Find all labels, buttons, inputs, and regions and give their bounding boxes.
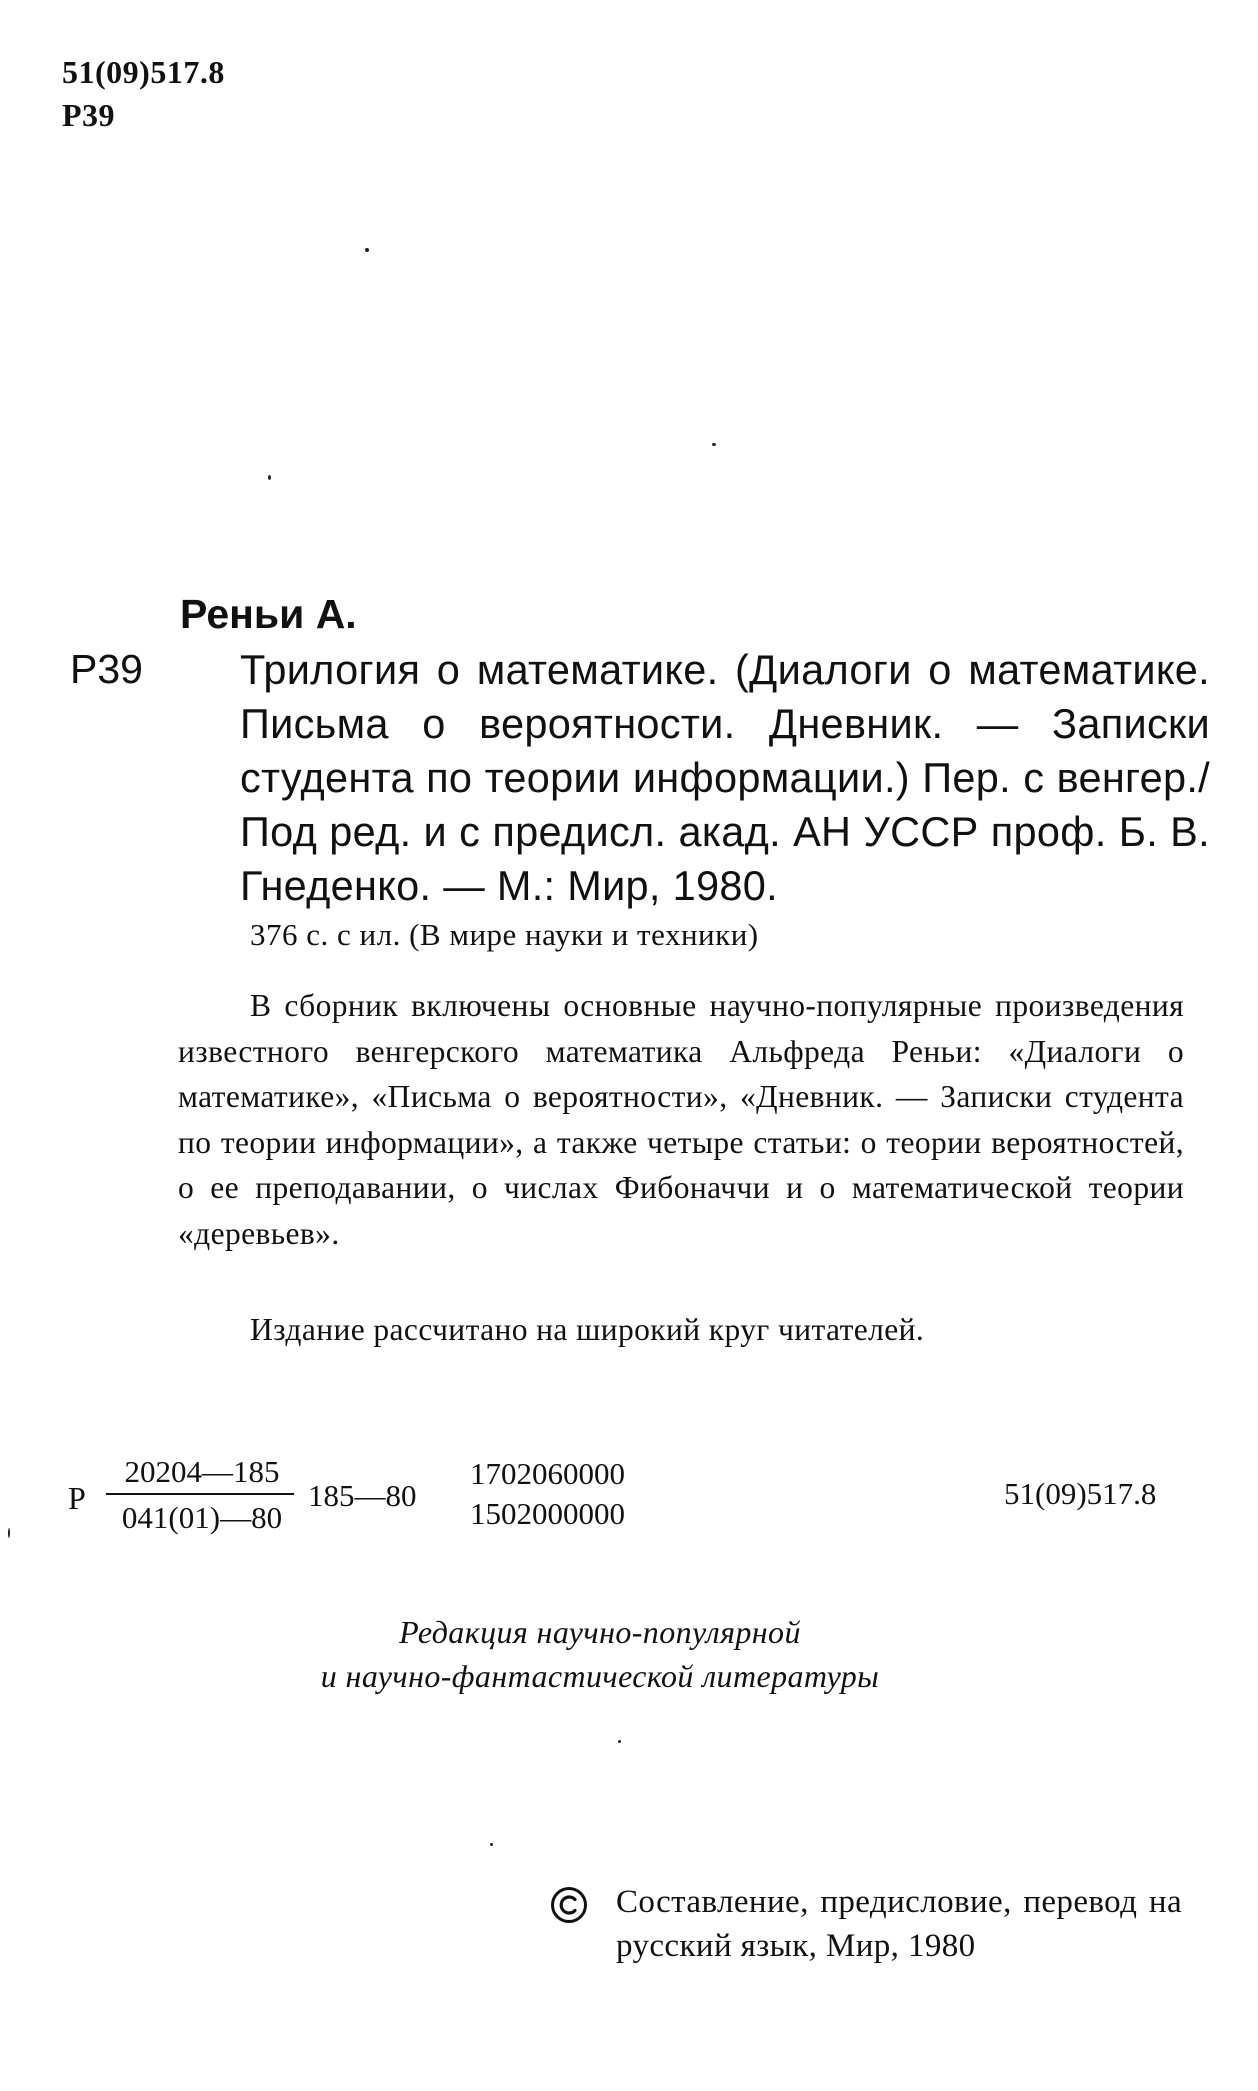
scan-speck <box>618 1740 621 1743</box>
copyright-notice: Составление, предисловие, перевод на русский язык, Мир, 1980 <box>616 1884 1182 1964</box>
scan-speck <box>8 1528 10 1538</box>
editorial-line-1: Редакция научно-популярной <box>399 1614 801 1650</box>
index-udc: 51(09)517.8 <box>1004 1476 1157 1511</box>
bibliographic-description: Трилогия о математике. (Диалоги о математике. Письма о вероятности. Дневник. — Записки студента по теории информации.) Пер. с венгер./Под ред. и с предисл. акад. АН УССР проф. Б. В. Гнеденко. — М.: Мир, 1980. <box>240 646 1210 909</box>
scan-speck <box>490 1843 493 1846</box>
pages-and-series: 376 с. с ил. (В мире науки и техники) <box>250 917 759 952</box>
author-name: Реньи А. <box>180 591 357 637</box>
card-classification-code: Р39 <box>62 97 116 133</box>
index-fraction-line <box>106 1493 294 1495</box>
index-numerator: 20204—185 <box>124 1454 280 1489</box>
annotation-paragraph: В сборник включены основные научно-популярные произведения известного венгерского математика Альфреда Реньи: «Диалоги о математике», «Письма о вероятности», «Дневник. — Записки студента по теории информации», а также четыре статьи: о теории вероятностей, о ее преподавании, о числах Фибоначчи и о математической теории «деревьев». <box>178 988 1184 1251</box>
scan-speck <box>268 475 271 480</box>
scan-speck <box>365 248 369 252</box>
udc-classification: 51(09)517.8 <box>62 54 225 90</box>
card-code: Р39 <box>70 646 143 692</box>
copyright-icon <box>550 1886 588 1924</box>
index-code-1: 1702060000 <box>470 1456 625 1491</box>
index-code-2: 1502000000 <box>470 1496 625 1531</box>
scan-speck <box>712 443 716 446</box>
audience-note: Издание рассчитано на широкий круг читателей. <box>250 1312 925 1347</box>
index-middle: 185—80 <box>308 1478 417 1513</box>
editorial-line-2: и научно-фантастической литературы <box>320 1658 880 1694</box>
editorial-office <box>250 1610 950 1698</box>
index-letter: Р <box>68 1480 86 1516</box>
index-denominator: 041(01)—80 <box>121 1500 283 1535</box>
